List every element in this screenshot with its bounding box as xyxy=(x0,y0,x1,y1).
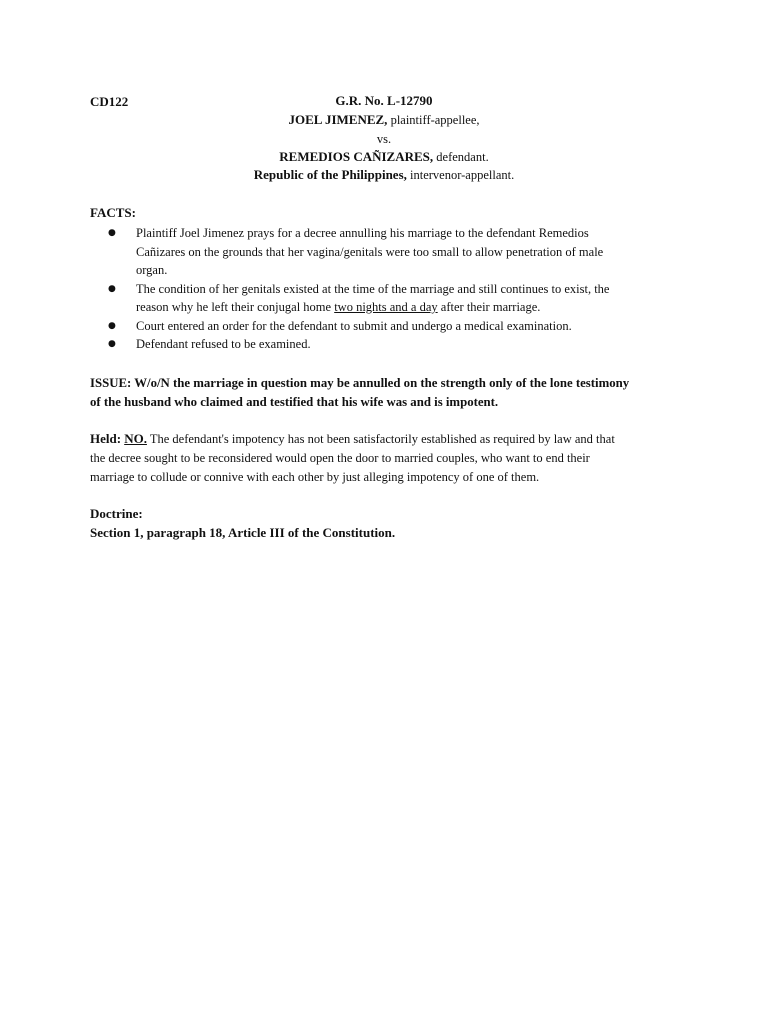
issue-line: of the husband who claimed and testified that his wife was and is impotent. xyxy=(90,395,499,409)
doctrine-section xyxy=(90,504,680,542)
case-code: CD122 xyxy=(90,94,129,109)
held-line xyxy=(90,429,680,449)
gr-number: G.R. No. L-12790 xyxy=(335,93,433,108)
held-line: the decree sought to be reconsidered would open the door to married couples, who want to end their xyxy=(90,451,590,465)
issue-section xyxy=(90,374,680,412)
facts-list xyxy=(108,224,668,354)
defendant-line xyxy=(90,148,678,166)
issue-line: ISSUE: W/o/N the marriage in question may be annulled on the strength only of the lone testimony xyxy=(90,376,630,390)
fact-text: after their marriage. xyxy=(437,300,541,314)
plaintiff-line xyxy=(90,111,678,129)
doctrine-title: Doctrine: xyxy=(90,506,143,521)
held-answer: NO. xyxy=(124,431,147,446)
fact-text: reason why he left their conjugal home xyxy=(136,300,335,314)
fact-line: Cañizares on the grounds that her vagina/genitals were too small to allow penetration of male xyxy=(136,244,604,259)
fact-item-4 xyxy=(108,335,668,354)
fact-line: Defendant refused to be examined. xyxy=(136,337,311,351)
defendant-role: defendant. xyxy=(433,150,489,164)
intervenor-role: intervenor-appellant. xyxy=(406,168,515,182)
fact-item-1 xyxy=(108,224,668,280)
underlined-phrase: two nights and a day xyxy=(334,300,438,314)
doctrine-text: Section 1, paragraph 18, Article III of the Constitution. xyxy=(90,525,396,540)
fact-line: Court entered an order for the defendant to submit and undergo a medical examination. xyxy=(136,318,572,333)
intervenor-line xyxy=(90,166,678,184)
held-text: The defendant's impotency has not been satisfactorily established as required by law and that xyxy=(146,432,615,446)
held-line: marriage to collude or connive with each other by just alleging impotency of one of them. xyxy=(90,470,540,484)
versus-text: vs. xyxy=(376,132,392,146)
bullet-icon: ● xyxy=(108,339,116,349)
fact-line xyxy=(136,298,668,317)
fact-line: organ. xyxy=(136,263,168,277)
bullet-icon: ● xyxy=(108,320,116,331)
intervenor-name: Republic of the Philippines, xyxy=(253,167,407,182)
held-label: Held: xyxy=(90,431,122,446)
plaintiff-role: plaintiff-appellee, xyxy=(387,113,480,127)
held-section xyxy=(90,429,680,487)
fact-line: The condition of her genitals existed at the time of the marriage and still continues to exist, the xyxy=(136,281,610,296)
bullet-icon: ● xyxy=(108,228,116,238)
plaintiff-name: JOEL JIMENEZ, xyxy=(288,112,388,127)
fact-item-2 xyxy=(108,280,668,317)
facts-title: FACTS: xyxy=(90,205,136,220)
fact-item-3 xyxy=(108,317,668,336)
bullet-icon: ● xyxy=(108,283,116,294)
defendant-name: REMEDIOS CAÑIZARES, xyxy=(279,149,434,164)
fact-line: Plaintiff Joel Jimenez prays for a decree annulling his marriage to the defendant Remedios xyxy=(136,226,589,240)
